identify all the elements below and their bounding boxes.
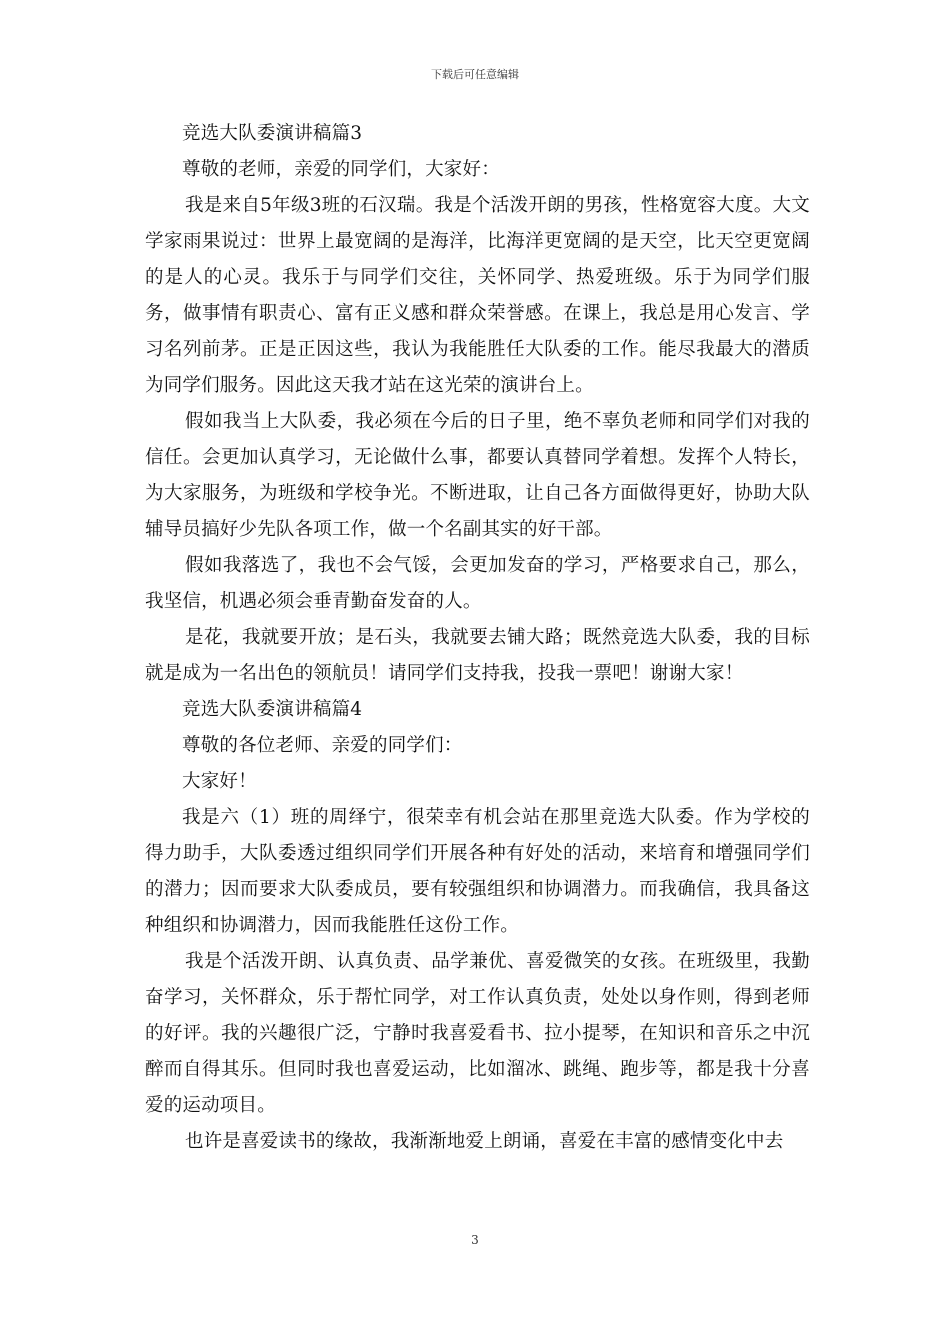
page-header-note: 下载后可任意编辑 <box>431 68 519 81</box>
body-paragraph: 假如我落选了，我也不会气馁，会更加发奋的学习，严格要求自己，那么，我坚信，机遇必须会垂青勤奋发奋的人。 <box>145 555 810 612</box>
salutation-paragraph: 尊敬的老师，亲爱的同学们，大家好： <box>182 159 500 180</box>
page-number: 3 <box>471 1233 479 1247</box>
body-paragraph: 我是来自5年级3班的石汉瑞。我是个活泼开朗的男孩，性格宽容大度。大文学家雨果说过：世界上最宽阔的是海洋，比海洋更宽阔的是天空，比天空更宽阔的是人的心灵。我乐于与同学们交往，关怀同学、热爱班级。乐于为同学们服务，做事情有职责心、富有正义感和群众荣誉感。在课上，我总是用心发言、学习名列前茅。正是正因这些，我认为我能胜任大队委的工作。能尽我最大的潜质为同学们服务。因此这天我才站在这光荣的演讲台上。 <box>145 195 810 396</box>
body-paragraph: 我是个活泼开朗、认真负责、品学兼优、喜爱微笑的女孩。在班级里，我勤奋学习，关怀群众，乐于帮忙同学，对工作认真负责，处处以身作则，得到老师的好评。我的兴趣很广泛，宁静时我喜爱看书、拉小提琴，在知识和音乐之中沉醉而自得其乐。但同时我也喜爱运动，比如溜冰、跳绳、跑步等，都是我十分喜爱的运动项目。 <box>145 951 810 1116</box>
body-paragraph: 假如我当上大队委，我必须在今后的日子里，绝不辜负老师和同学们对我的信任。会更加认真学习，无论做什么事，都要认真替同学着想。发挥个人特长，为大家服务，为班级和学校争光。不断进取，让自己各方面做得更好，协助大队辅导员搞好少先队各项工作，做一个名副其实的好干部。 <box>145 411 810 540</box>
body-paragraph: 也许是喜爱读书的缘故，我渐渐地爱上朗诵，喜爱在丰富的感情变化中去 <box>185 1131 784 1152</box>
greeting-paragraph: 大家好！ <box>182 771 257 792</box>
section-title-3: 竞选大队委演讲稿篇3 <box>182 123 363 144</box>
document-body <box>145 116 810 1160</box>
salutation-paragraph: 尊敬的各位老师、亲爱的同学们： <box>182 735 463 756</box>
body-paragraph: 我是六（1）班的周绎宁，很荣幸有机会站在那里竞选大队委。作为学校的得力助手，大队委透过组织同学们开展各种有好处的活动，来培育和增强同学们的潜力；因而要求大队委成员，要有较强组织和协调潜力。而我确信，我具备这种组织和协调潜力，因而我能胜任这份工作。 <box>145 807 810 936</box>
body-paragraph: 是花，我就要开放；是石头，我就要去铺大路；既然竞选大队委，我的目标就是成为一名出色的领航员！请同学们支持我，投我一票吧！谢谢大家！ <box>145 627 810 684</box>
section-title-4: 竞选大队委演讲稿篇4 <box>182 699 363 720</box>
